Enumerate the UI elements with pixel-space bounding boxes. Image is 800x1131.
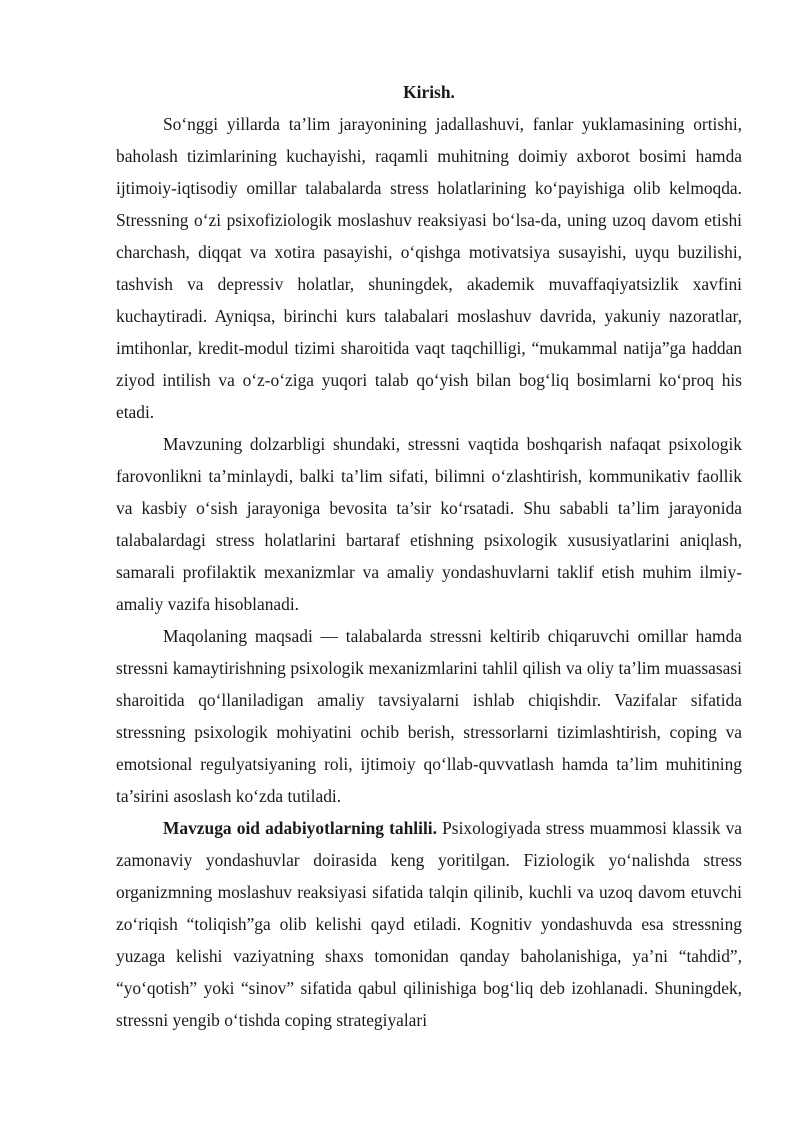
paragraph-aim [116,620,742,812]
paragraph-text: Psixologiyada stress muammosi klassik va zamonaviy yondashuvlar doirasida keng yoritilgan. Fiziologik yo‘nalishda stress organizmning moslashuv reaksiyasi sifatida talqin qilinib, kuchli va uzoq davom etuvchi zo‘riqish “toliqish”ga olib kelishi qayd etiladi. Kognitiv yondashuvda esa stressning yuzaga kelishi vaziyatning shaxs tomonidan qanday baholanishiga, ya’ni “tahdid”, “yo‘qotish” yoki “sinov” sifatida qabul qilinishiga bog‘liq deb izohlanadi. Shuningdek, stressni yengib o‘tishda coping strategiyalari [116,818,742,1030]
paragraph-lead-heading: Mavzuga oid adabiyotlarning tahlili. [163,818,437,838]
document-body [116,76,742,1036]
paragraph-literature-review [116,812,742,1036]
paragraph-text: So‘nggi yillarda ta’lim jarayonining jadallashuvi, fanlar yuklamasining ortishi, baholash tizimlarining kuchayishi, raqamli muhitning doimiy axborot bosimi hamda ijtimoiy-iqtisodiy omillar talabalarda stress holatlarining ko‘payishiga olib kelmoqda. Stressning o‘zi psixofiziologik moslashuv reaksiyasi bo‘lsa-da, uning uzoq davom etishi charchash, diqqat va xotira pasayishi, o‘qishga motivatsiya susayishi, uyqu buzilishi, tashvish va depressiv holatlar, shuningdek, akademik muvaffaqiyatsizlik xavfini kuchaytiradi. Ayniqsa, birinchi kurs talabalari moslashuv davrida, yakuniy nazoratlar, imtihonlar, kredit-modul tizimi sharoitida vaqt taqchilligi, “mukammal natija”ga haddan ziyod intilish va o‘z-o‘ziga yuqori talab qo‘yish bilan bog‘liq bosimlarni ko‘proq his etadi. [116,114,742,422]
section-title: Kirish. [403,82,455,102]
paragraph-introduction [116,108,742,428]
paragraph-relevance [116,428,742,620]
paragraph-text: Maqolaning maqsadi — talabalarda stressni keltirib chiqaruvchi omillar hamda stressni kamaytirishning psixologik mexanizmlarini tahlil qilish va oliy ta’lim muassasasi sharoitida qo‘llaniladigan amaliy tavsiyalarni ishlab chiqishdir. Vazifalar sifatida stressning psixologik mohiyatini ochib berish, stressorlarni tizimlashtirish, coping va emotsional regulyatsiyaning roli, ijtimoiy qo‘llab-quvvatlash hamda ta’lim muhitining ta’sirini asoslash ko‘zda tutiladi. [116,626,742,806]
paragraph-text: Mavzuning dolzarbligi shundaki, stressni vaqtida boshqarish nafaqat psixologik farovonlikni ta’minlaydi, balki ta’lim sifati, bilimni o‘zlashtirish, kommunikativ faollik va kasbiy o‘sish jarayoniga bevosita ta’sir ko‘rsatadi. Shu sababli ta’lim jarayonida talabalardagi stress holatlarini bartaraf etishning psixologik xususiyatlarini aniqlash, samarali profilaktik mexanizmlar va amaliy yondashuvlarni taklif etish muhim ilmiy-amaliy vazifa hisoblanadi. [116,434,742,614]
